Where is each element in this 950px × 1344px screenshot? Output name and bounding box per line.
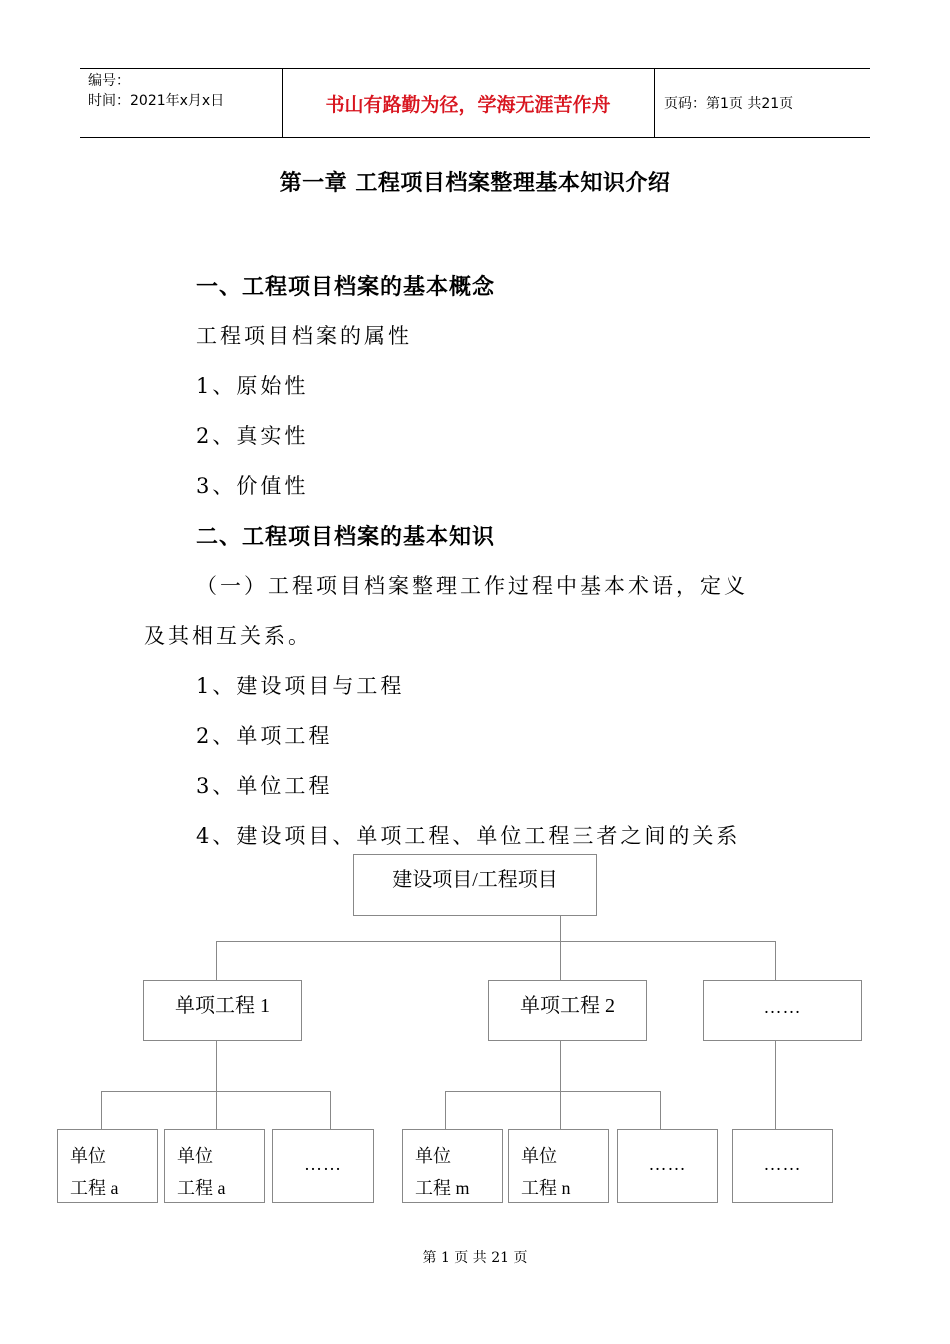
- connector-line: [775, 941, 776, 980]
- header-page-info: 页码：第1页 共21页: [664, 96, 794, 112]
- attr-item-3: 3、价值性: [196, 474, 309, 498]
- attr-heading: 工程项目档案的属性: [196, 324, 412, 348]
- connector-line: [445, 1091, 661, 1092]
- chart-unit-more-box: [272, 1129, 374, 1203]
- connector-line: [216, 1041, 217, 1091]
- chart-single-label-2: 单项工程 2: [520, 995, 615, 1017]
- chart-unit-label: 单位: [177, 1146, 213, 1166]
- chart-unit-label: 单位: [70, 1146, 106, 1166]
- chart-unit-box: [57, 1129, 158, 1203]
- attr-item-2: 2、真实性: [196, 424, 309, 448]
- header-time: 时间：2021年x月x日: [88, 93, 225, 109]
- header-code-label: 编号：: [88, 73, 130, 89]
- connector-line: [445, 1091, 446, 1129]
- chart-unit-box: [508, 1129, 609, 1203]
- chart-ellipsis: ……: [763, 997, 802, 1017]
- chart-unit-name: 工程 a: [70, 1178, 119, 1198]
- attr-item-1: 1、原始性: [196, 374, 309, 398]
- chart-root-label: 建设项目/工程项目: [392, 869, 558, 891]
- paragraph-line-2: 及其相互关系。: [144, 624, 312, 648]
- connector-line: [216, 941, 217, 980]
- page-footer: 第 1 页 共 21 页: [422, 1250, 528, 1266]
- chart-unit-name: 工程 m: [415, 1178, 470, 1198]
- chart-single-project-1: [143, 980, 302, 1041]
- chart-ellipsis: ……: [763, 1154, 802, 1174]
- chart-ellipsis: ……: [304, 1154, 342, 1174]
- chart-ellipsis: ……: [648, 1154, 687, 1174]
- list-item-2: 2、单项工程: [196, 724, 333, 748]
- connector-line: [660, 1091, 661, 1129]
- header-meta: [88, 71, 224, 111]
- chart-unit-box: [402, 1129, 503, 1203]
- page-header: [80, 68, 870, 138]
- chart-unit-more-box: [732, 1129, 833, 1203]
- chart-unit-label: 单位: [415, 1146, 451, 1166]
- connector-line: [216, 941, 775, 942]
- chart-unit-more-box: [617, 1129, 718, 1203]
- header-divider: [654, 69, 655, 137]
- list-item-1: 1、建设项目与工程: [196, 674, 405, 698]
- connector-line: [330, 1091, 331, 1129]
- section-heading-2: 二、工程项目档案的基本知识: [196, 525, 496, 550]
- chart-single-project-more: [703, 980, 862, 1041]
- connector-line: [560, 1091, 561, 1129]
- paragraph-line-1: （一）工程项目档案整理工作过程中基本术语，定义: [196, 574, 748, 598]
- connector-line: [216, 1091, 217, 1129]
- connector-line: [560, 916, 561, 941]
- list-item-4: 4、建设项目、单项工程、单位工程三者之间的关系: [196, 824, 741, 848]
- chart-unit-box: [164, 1129, 265, 1203]
- chart-unit-name: 工程 n: [521, 1178, 571, 1198]
- connector-line: [560, 941, 561, 980]
- chart-unit-name: 工程 a: [177, 1178, 226, 1198]
- list-item-3: 3、单位工程: [196, 774, 333, 798]
- header-motto: 书山有路勤为径，学海无涯苦作舟: [325, 93, 611, 116]
- chart-single-project-2: [488, 980, 647, 1041]
- connector-line: [775, 1041, 776, 1129]
- chapter-title: 第一章 工程项目档案整理基本知识介绍: [279, 170, 671, 196]
- chart-unit-label: 单位: [521, 1146, 557, 1166]
- chart-root-box: [353, 854, 597, 916]
- connector-line: [560, 1041, 561, 1091]
- chart-single-label-1: 单项工程 1: [175, 995, 270, 1017]
- section-heading-1: 一、工程项目档案的基本概念: [196, 275, 496, 300]
- connector-line: [101, 1091, 102, 1129]
